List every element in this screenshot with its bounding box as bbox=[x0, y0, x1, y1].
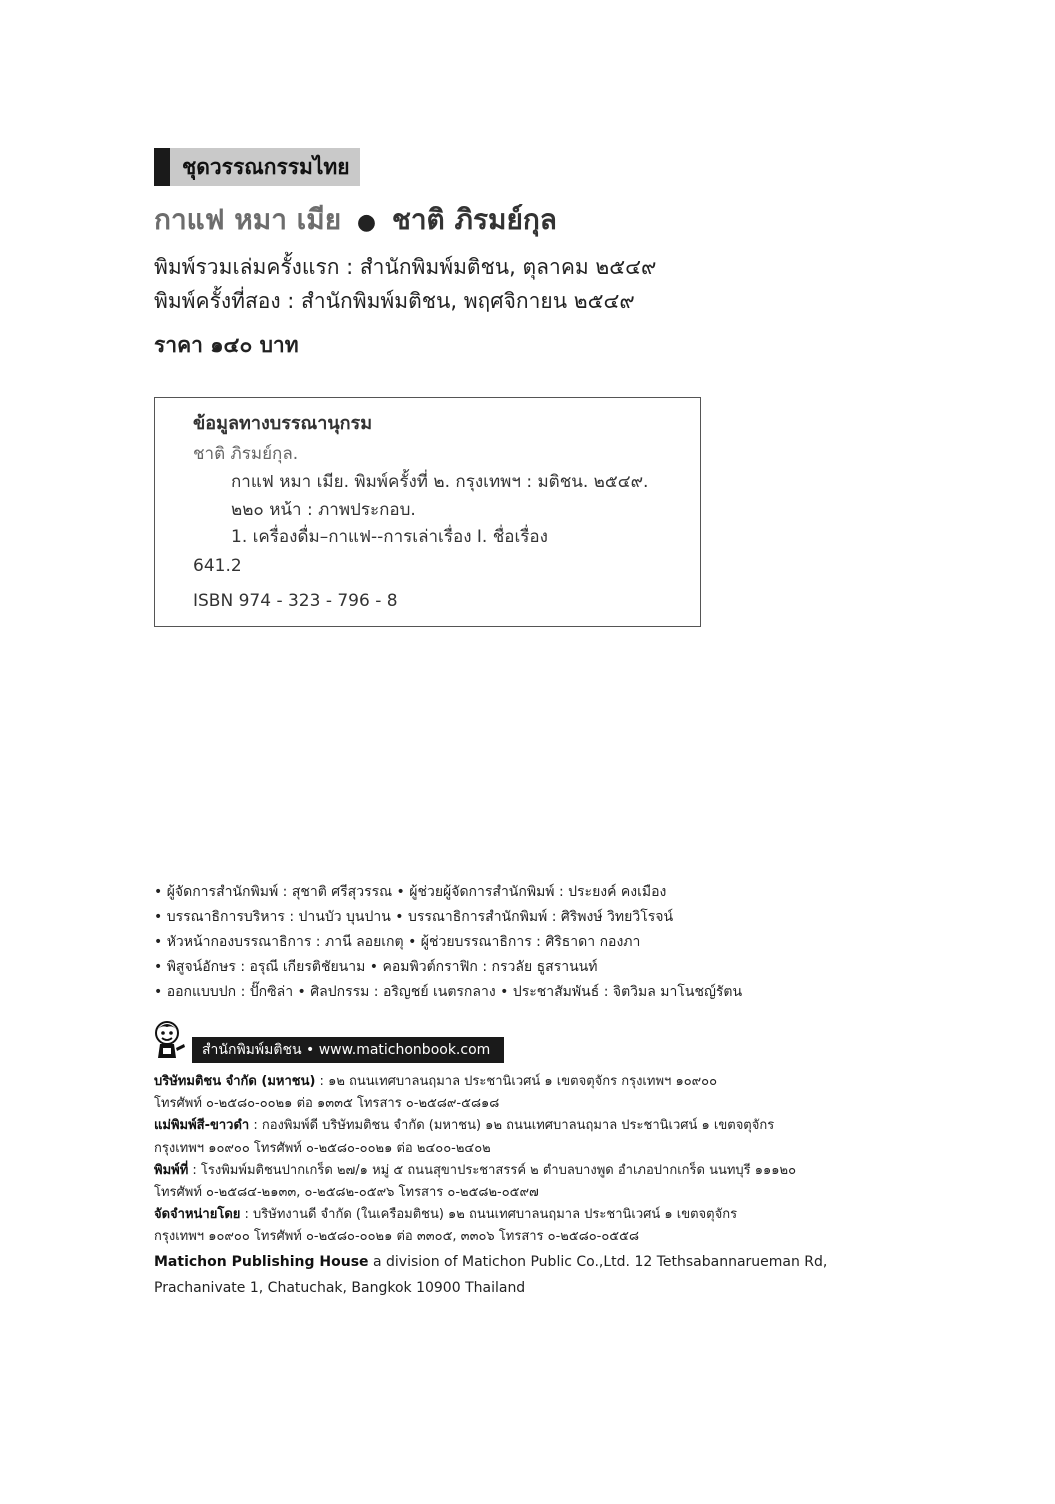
series-banner bbox=[154, 148, 360, 186]
imprint-separation-line bbox=[154, 1115, 914, 1137]
imprint-company-line bbox=[154, 1071, 914, 1093]
cip-isbn: ISBN 974 - 323 - 796 - 8 bbox=[193, 591, 398, 611]
credit-line: • บรรณาธิการบริหาร : ปานบัว บุนปาน • บรรณาธิการสำนักพิมพ์ : ศิริพงษ์ วิทยวิโรจน์ bbox=[154, 909, 674, 925]
distributor-text: : บริษัทงานดี จำกัด (ในเครือมติชน) ๑๒ ถนนเทศบาลนฤมาล ประชานิเวศน์ ๑ เขตจตุจักร bbox=[240, 1207, 738, 1223]
cip-author: ชาติ ภิรมย์กุล. bbox=[193, 444, 299, 464]
first-printing: พิมพ์รวมเล่มครั้งแรก : สำนักพิมพ์มติชน, ตุลาคม ๒๕๔๙ bbox=[154, 255, 657, 279]
english-publisher-name: Matichon Publishing House bbox=[154, 1253, 369, 1270]
printer-text: : โรงพิมพ์มติชนปากเกร็ด ๒๗/๑ หมู่ ๕ ถนนสุขาประชาสรรค์ ๒ ตำบลบางพูด อำเภอปากเกร็ด นนทบุรี ๑๑๑๒๐ bbox=[188, 1162, 797, 1178]
cip-pages-line: ๒๒๐ หน้า : ภาพประกอบ. bbox=[231, 500, 416, 520]
cip-title-line: กาแฟ หมา เมีย. พิมพ์ครั้งที่ ๒. กรุงเทพฯ : มติชน. ๒๕๔๙. bbox=[231, 472, 649, 492]
english-text: a division of Matichon Public Co.,Ltd. 12 Tethsabannarueman Rd, bbox=[368, 1253, 828, 1270]
distributor-cont: กรุงเทพฯ ๑๐๙๐๐ โทรศัพท์ ๐-๒๕๘๐-๐๐๒๑ ต่อ ๓๓๐๕, ๓๓๐๖ โทรสาร ๐-๒๕๘๐-๐๕๕๘ bbox=[154, 1229, 639, 1245]
credits-list bbox=[154, 880, 914, 1005]
book-title-line bbox=[154, 200, 557, 243]
company-name: บริษัทมติชน จำกัด (มหาชน) bbox=[154, 1074, 316, 1089]
separation-text: : กองพิมพ์ดี บริษัทมติชน จำกัด (มหาชน) ๑๒ ถนนเทศบาลนฤมาล ประชานิเวศน์ ๑ เขตจตุจักร bbox=[249, 1118, 775, 1134]
series-banner-bar bbox=[154, 148, 170, 186]
company-phone: โทรศัพท์ ๐-๒๕๘๐-๐๐๒๑ ต่อ ๑๓๓๕ โทรสาร ๐-๒๕๘๙-๕๘๑๘ bbox=[154, 1096, 500, 1112]
separation-cont: กรุงเทพฯ ๑๐๙๐๐ โทรศัพท์ ๐-๒๕๘๐-๐๐๒๑ ต่อ ๒๔๐๐-๒๔๐๒ bbox=[154, 1140, 491, 1156]
publisher-bar: สำนักพิมพ์มติชน • www.matichonbook.com bbox=[192, 1037, 504, 1063]
separation-label: แม่พิมพ์สี-ขาวดำ bbox=[154, 1118, 250, 1134]
imprint-english-line bbox=[154, 1249, 914, 1275]
printer-label: พิมพ์ที่ bbox=[154, 1162, 189, 1178]
imprint-printer-line bbox=[154, 1160, 914, 1182]
book-title: กาแฟ หมา เมีย bbox=[154, 203, 342, 236]
cip-subject-line: 1. เครื่องดื่ม–กาแฟ--การเล่าเรื่อง I. ชื่อเรื่อง bbox=[231, 527, 548, 547]
english-cont: Prachanivate 1, Chatuchak, Bangkok 10900 Thailand bbox=[154, 1279, 526, 1296]
title-separator: ● bbox=[356, 210, 377, 235]
printer-phone: โทรศัพท์ ๐-๒๕๘๔-๒๑๓๓, ๐-๒๕๘๒-๐๕๙๖ โทรสาร ๐-๒๕๘๒-๐๕๙๗ bbox=[154, 1185, 539, 1201]
credit-line: • ผู้จัดการสำนักพิมพ์ : สุชาติ ศรีสุวรรณ • ผู้ช่วยผู้จัดการสำนักพิมพ์ : ประยงค์ คงเมือง bbox=[154, 884, 667, 900]
imprint-distributor-line bbox=[154, 1204, 914, 1226]
credit-line: • พิสูจน์อักษร : อรุณี เกียรติชัยนาม • คอมพิวต์กราฟิก : กรวลัย ธูสรานนท์ bbox=[154, 959, 598, 975]
imprint-block bbox=[154, 1071, 914, 1301]
credit-line: • หัวหน้ากองบรรณาธิการ : ภานี ลอยเกตุ • ผู้ช่วยบรรณาธิการ : ศิริธาดา กองภา bbox=[154, 934, 641, 950]
cip-heading: ข้อมูลทางบรรณานุกรม bbox=[193, 413, 373, 434]
credit-line: • ออกแบบปก : ปั๊กซิล่า • ศิลปกรรม : อริญชย์ เนตรกลาง • ประชาสัมพันธ์ : จิตวิมล มาโนชญ์รัตน bbox=[154, 984, 743, 1000]
price: ราคา ๑๔๐ บาท bbox=[154, 333, 299, 357]
cip-box bbox=[154, 397, 701, 627]
distributor-label: จัดจำหน่ายโดย bbox=[154, 1207, 241, 1223]
second-printing: พิมพ์ครั้งที่สอง : สำนักพิมพ์มติชน, พฤศจิกายน ๒๕๔๙ bbox=[154, 289, 635, 313]
publisher-mascot-logo bbox=[152, 1020, 188, 1060]
series-label: ชุดวรรณกรรมไทย bbox=[170, 148, 360, 186]
book-author: ชาติ ภิรมย์กุล bbox=[391, 203, 557, 236]
cip-class-number: 641.2 bbox=[193, 556, 242, 576]
company-address: : ๑๒ ถนนเทศบาลนฤมาล ประชานิเวศน์ ๑ เขตจตุจักร กรุงเทพฯ ๑๐๙๐๐ bbox=[315, 1074, 718, 1089]
